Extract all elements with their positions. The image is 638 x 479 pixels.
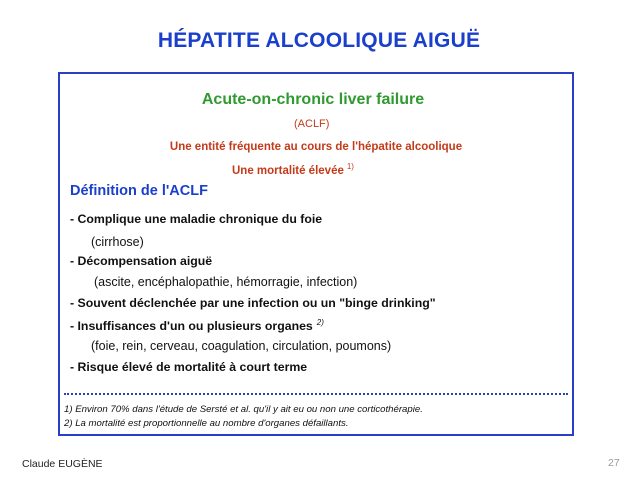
slide-title: HÉPATITE ALCOOLIQUE AIGUË — [157, 29, 481, 52]
footnote-ref-1: 1) — [346, 162, 354, 171]
definition-title: Définition de l'ACLF — [70, 183, 208, 199]
list-item: - Décompensation aiguë — [70, 254, 213, 268]
list-item-detail: (foie, rein, cerveau, coagulation, circulation, poumons) — [91, 339, 392, 353]
footnote-2: 2) La mortalité est proportionnelle au nombre d'organes défaillants. — [64, 418, 349, 429]
list-item — [70, 318, 324, 333]
list-item: - Risque élevé de mortalité à court terme — [70, 360, 308, 374]
list-item-detail: (cirrhose) — [91, 235, 144, 249]
subtitle-line-2-text: Une mortalité élevée — [232, 164, 344, 177]
footnote-ref-2: 2) — [316, 318, 324, 327]
footnote-1: 1) Environ 70% dans l'étude de Sersté et al. qu'il y ait eu ou non une corticothérapie. — [64, 404, 423, 415]
list-item: - Complique une maladie chronique du foie — [70, 212, 323, 226]
list-item: - Souvent déclenchée par une infection ou un "binge drinking" — [70, 296, 436, 310]
list-item-text: - Insuffisances d'un ou plusieurs organes — [70, 319, 313, 334]
subtitle-line-2 — [232, 162, 354, 177]
subtitle-line-1: Une entité fréquente au cours de l'hépatite alcoolique — [169, 141, 463, 153]
author-name: Claude EUGÈNE — [22, 458, 103, 470]
aclf-heading: Acute-on-chronic liver failure — [201, 91, 425, 108]
page-number: 27 — [608, 457, 620, 469]
list-item-detail: (ascite, encéphalopathie, hémorragie, infection) — [94, 275, 358, 289]
aclf-abbreviation: (ACLF) — [294, 118, 330, 130]
dotted-divider — [64, 393, 568, 395]
